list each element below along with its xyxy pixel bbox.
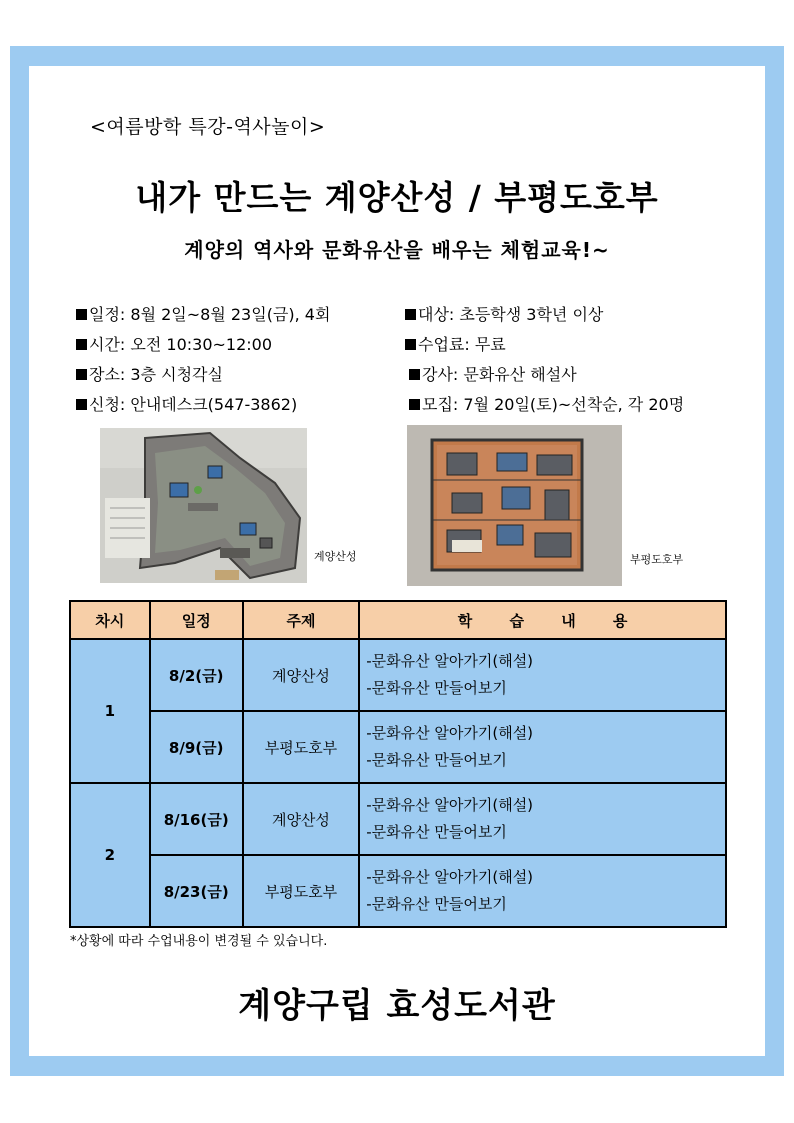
table-row — [70, 783, 726, 855]
table-row — [70, 639, 726, 711]
bullet-square-icon — [409, 369, 420, 380]
bupyeong-dohobu-photo — [407, 425, 622, 586]
date-cell: 8/23(금) — [150, 855, 243, 927]
caption-bupyeong: 부평도호부 — [630, 553, 684, 566]
notice-text: *상황에 따라 수업내용이 변경될 수 있습니다. — [70, 934, 328, 949]
content-line: -문화유산 만들어보기 — [366, 751, 507, 769]
bullet-square-icon — [76, 399, 87, 410]
content-line: -문화유산 만들어보기 — [366, 823, 507, 841]
caption-gyeyang: 계양산성 — [314, 550, 357, 563]
header-content: 학 습 내 용 — [359, 601, 726, 639]
bullet-square-icon — [409, 399, 420, 410]
info-place: 장소: 3층 시청각실 — [76, 362, 223, 385]
info-target: 대상: 초등학생 3학년 이상 — [405, 302, 603, 325]
table-header-row — [70, 601, 726, 639]
bullet-square-icon — [405, 309, 416, 320]
header-session: 차시 — [70, 601, 150, 639]
info-recruit: 모집: 7월 20일(토)~선착순, 각 20명 — [409, 392, 684, 415]
topic-cell: 계양산성 — [243, 639, 360, 711]
page-subtitle: 계양의 역사와 문화유산을 배우는 체험교육!~ — [184, 238, 610, 262]
header-topic: 주제 — [243, 601, 360, 639]
content-line: -문화유산 만들어보기 — [366, 895, 507, 913]
program-label: <여름방학 특강-역사놀이> — [90, 116, 326, 138]
content-cell — [359, 711, 726, 783]
bullet-square-icon — [405, 339, 416, 350]
topic-cell: 부평도호부 — [243, 855, 360, 927]
content-line: -문화유산 알아가기(해설) — [366, 868, 534, 886]
info-instructor: 강사: 문화유산 해설사 — [409, 362, 577, 385]
table-row — [70, 855, 726, 927]
session-cell: 2 — [70, 783, 150, 927]
info-time: 시간: 오전 10:30~12:00 — [76, 332, 272, 355]
date-cell: 8/16(금) — [150, 783, 243, 855]
gyeyang-fortress-photo — [100, 428, 307, 583]
topic-cell: 계양산성 — [243, 783, 360, 855]
session-cell: 1 — [70, 639, 150, 783]
info-apply: 신청: 안내데스크(547-3862) — [76, 392, 297, 415]
bullet-square-icon — [76, 339, 87, 350]
content-cell — [359, 639, 726, 711]
info-schedule: 일정: 8월 2일~8월 23일(금), 4회 — [76, 302, 330, 325]
topic-cell: 부평도호부 — [243, 711, 360, 783]
content-line: -문화유산 만들어보기 — [366, 679, 507, 697]
schedule-table — [69, 600, 727, 928]
content-line: -문화유산 알아가기(해설) — [366, 796, 534, 814]
table-row — [70, 711, 726, 783]
bullet-square-icon — [76, 369, 87, 380]
info-fee: 수업료: 무료 — [405, 332, 506, 355]
header-date: 일정 — [150, 601, 243, 639]
date-cell: 8/9(금) — [150, 711, 243, 783]
content-line: -문화유산 알아가기(해설) — [366, 724, 534, 742]
content-cell — [359, 855, 726, 927]
content-cell — [359, 783, 726, 855]
footer-library-name: 계양구립 효성도서관 — [238, 986, 556, 1026]
content-line: -문화유산 알아가기(해설) — [366, 652, 534, 670]
bullet-square-icon — [76, 309, 87, 320]
page-title: 내가 만드는 계양산성 / 부평도호부 — [135, 178, 659, 217]
date-cell: 8/2(금) — [150, 639, 243, 711]
